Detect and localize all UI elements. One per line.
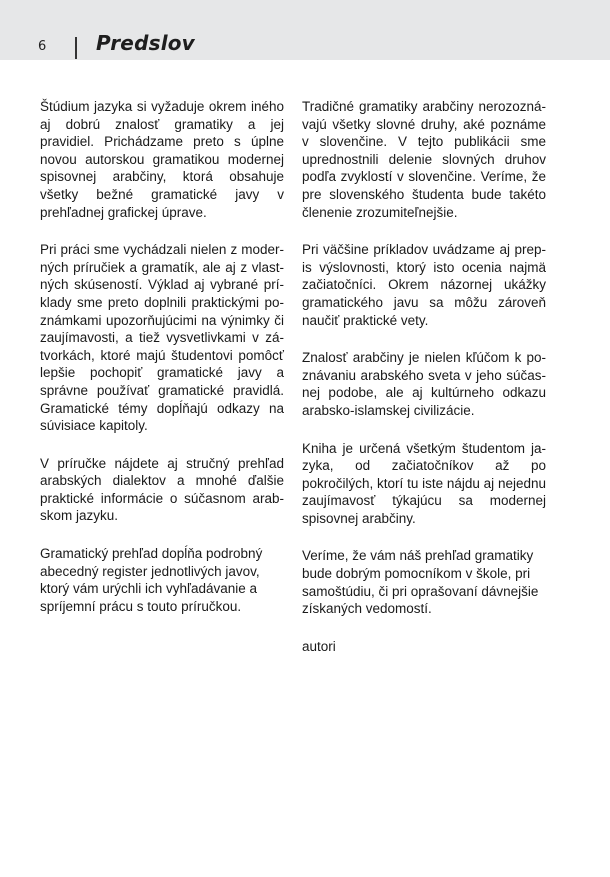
paragraph: Tradičné gramatiky arabčiny nerozoznávajú všetky slovné druhy, aké poznáme v slovenčine. V tejto publikácii sme uprednostnili delenie slovných druhov podľa zvyklostí v slovenčine. Veríme, že pre slovenského študenta bude takéto členenie zrozumiteľnejšie. <box>302 99 546 220</box>
left-text-column <box>40 98 284 635</box>
paragraph: V príručke nájdete aj stručný prehľad arabských dialektov a mnohé ďalšie praktické informácie o súčasnom arabskom jazyku. <box>40 455 284 524</box>
signature-authors: autori <box>302 638 336 654</box>
header-divider <box>75 37 77 59</box>
paragraph: Veríme, že vám náš prehľad gramatiky bude dobrým pomocníkom v škole, pri samoštúdiu, či pri oprašovaní dávnejšie získaných vedomostí. <box>302 548 539 617</box>
paragraph: Gramatický prehľad dopĺňa podrobný abecedný register jednotlivých javov, ktorý vám urýchli ich vyhľadávanie a spríjemní prácu s touto príručkou. <box>40 546 263 614</box>
paragraph: Pri práci sme vychádzali nielen z moderných príručiek a gramatík, ale aj z vlastných skúseností. Výklad aj vybrané príklady sme preto doplnili praktickými poznámkami upozorňujúcimi na výnimky či zaujímavosti, a tiež vysvetlivkami v zátvorkách, ktoré majú študentovi pomôcť lepšie pochopiť gramatické javy a správne používať gramatické pravidlá. Gramatické témy dopĺňajú odkazy na súvisiace kapitoly. <box>40 242 284 434</box>
paragraph: Znalosť arabčiny je nielen kľúčom k poznávaniu arabského sveta v jeho súčasnej podobe, ale aj kultúrneho odkazu arabsko-islamskej civilizácie. <box>302 350 546 418</box>
paragraph: Pri väčšine príkladov uvádzame aj prepis výslovnosti, ktorý isto ocenia najmä začiatočníci. Okrem názornej ukážky gramatického javu sa môžu zároveň naučiť praktické vety. <box>302 242 546 328</box>
header-band <box>0 0 610 60</box>
right-text-column <box>302 98 546 675</box>
page-title: Predslov <box>96 31 195 55</box>
paragraph: Kniha je určená všetkým študentom jazyka, od začiatočníkov až po pokročilých, ktorí tu iste nájdu aj nejednu zaujímavosť týkajúcu sa modernej spisovnej arabčiny. <box>302 440 546 526</box>
page-number: 6 <box>38 39 47 54</box>
paragraph: Štúdium jazyka si vyžaduje okrem iného aj dobrú znalosť gramatiky a jej pravidiel. Prichádzame preto s úplne novou autorskou gramatikou modernej spisovnej arabčiny, ktorá obsahuje všetky bežné gramatické javy v prehľadnej grafickej úprave. <box>40 99 284 220</box>
